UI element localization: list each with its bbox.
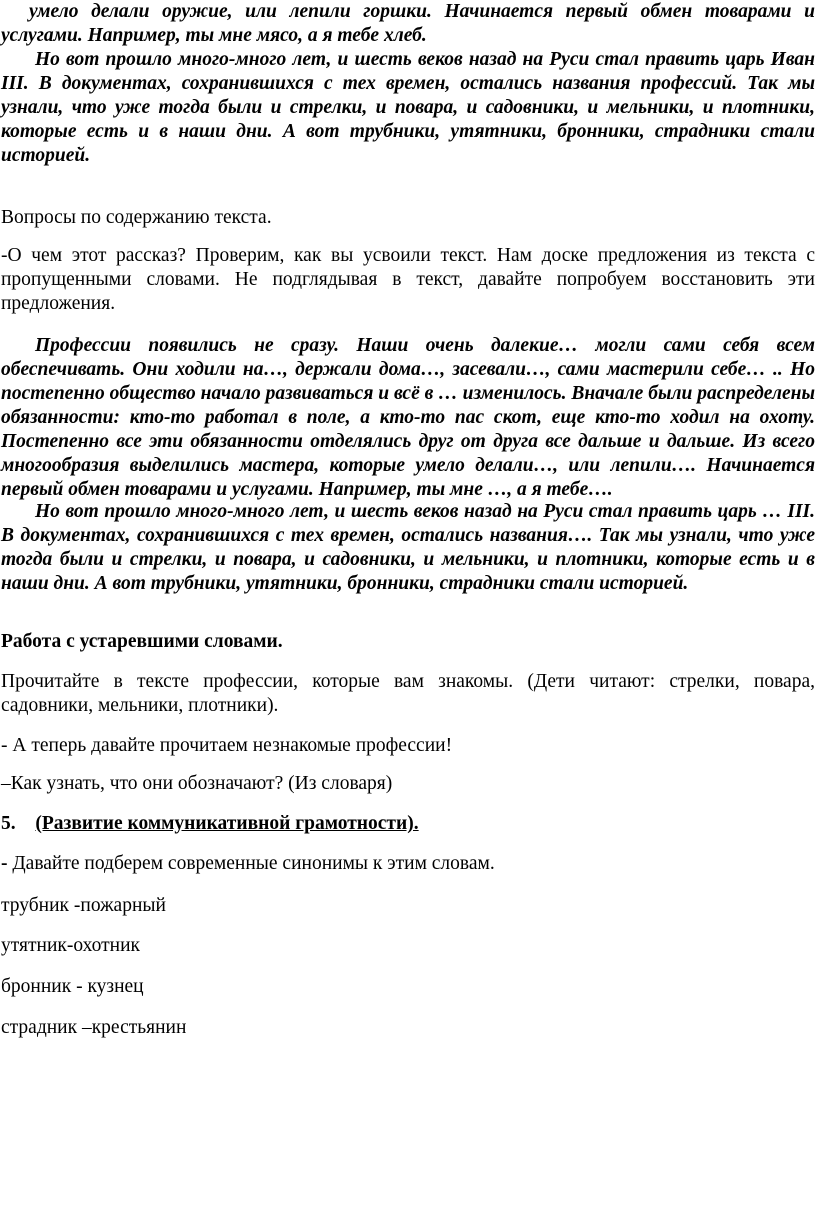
- gap-text-paragraph: Профессии появились не сразу. Наши очень далекие… могли сами себя всем обеспечивать. Они ходили на…, держали дома…, засевали…, сами мастерили себе… .. Но постепенно общество начало развиваться и всё в … изменилось. Вначале были распределены обязанности: кто-то работал в поле, а кто-то пас скот, еще кто-то ходил на охоту. Постепенно все эти обязанности отделялись друг от друга все дальше и дальше. Из всего многообразия выделились мастера, которые умело делали…, или лепили…. Начинается первый обмен товарами и услугами. Например, ты мне …, а я тебе….: [1, 335, 815, 500]
- read-known-professions: Прочитайте в тексте профессии, которые вам знакомы. (Дети читают: стрелки, повара, садовники, мельники, плотники).: [1, 671, 815, 716]
- synonym-item: утятник-охотник: [1, 935, 140, 956]
- section-title: (Развитие коммуникативной грамотности).: [35, 813, 419, 834]
- synonyms-intro: [1, 852, 815, 876]
- intro-text: Давайте подберем современные синонимы к этим словам.: [7, 853, 495, 874]
- gap-text-paragraph: Но вот прошло много-много лет, и шесть веков назад на Руси стал править царь … III. В документах, сохранившихся с тех времен, остались названия…. Так мы узнали, что уже тогда были и стрелки, и повара, и садовники, и мельники, и плотники, которые есть и в наши дни. А вот трубники, утятники, бронники, страдники стали историей.: [1, 501, 815, 594]
- synonym-item: страдник –крестьянин: [1, 1017, 187, 1038]
- passage-paragraph: умело делали оружие, или лепили горшки. Начинается первый обмен товарами и услугами. Например, ты мне мясо, а я тебе хлеб.: [1, 1, 815, 46]
- questions-intro: -О чем этот рассказ? Проверим, как вы усвоили текст. Нам доске предложения из текста с пропущенными словами. Не подглядывая в текст, давайте попробуем восстановить эти предложения.: [1, 245, 815, 314]
- section-number: 5.: [1, 813, 16, 834]
- synonym-item: бронник - кузнец: [1, 976, 144, 997]
- questions-heading: Вопросы по содержанию текста.: [1, 207, 272, 228]
- passage-paragraph: Но вот прошло много-много лет, и шесть веков назад на Руси стал править царь Иван III. В документах, сохранившихся с тех времен, остались названия профессий. Так мы узнали, что уже тогда были и стрелки, и повара, и садовники, и мельники, и плотники, которые есть и в наши дни. А вот трубники, утятники, бронники, страдники стали историей.: [1, 49, 815, 166]
- read-unknown-professions: - А теперь давайте прочитаем незнакомые профессии!: [1, 735, 453, 756]
- synonym-item: трубник -пожарный: [1, 895, 166, 916]
- how-to-know: –Как узнать, что они обозначают? (Из словаря): [1, 773, 393, 794]
- section-5-heading: [1, 812, 815, 836]
- intro-dash: -: [1, 853, 8, 874]
- obsolete-words-heading: Работа с устаревшими словами.: [1, 631, 283, 652]
